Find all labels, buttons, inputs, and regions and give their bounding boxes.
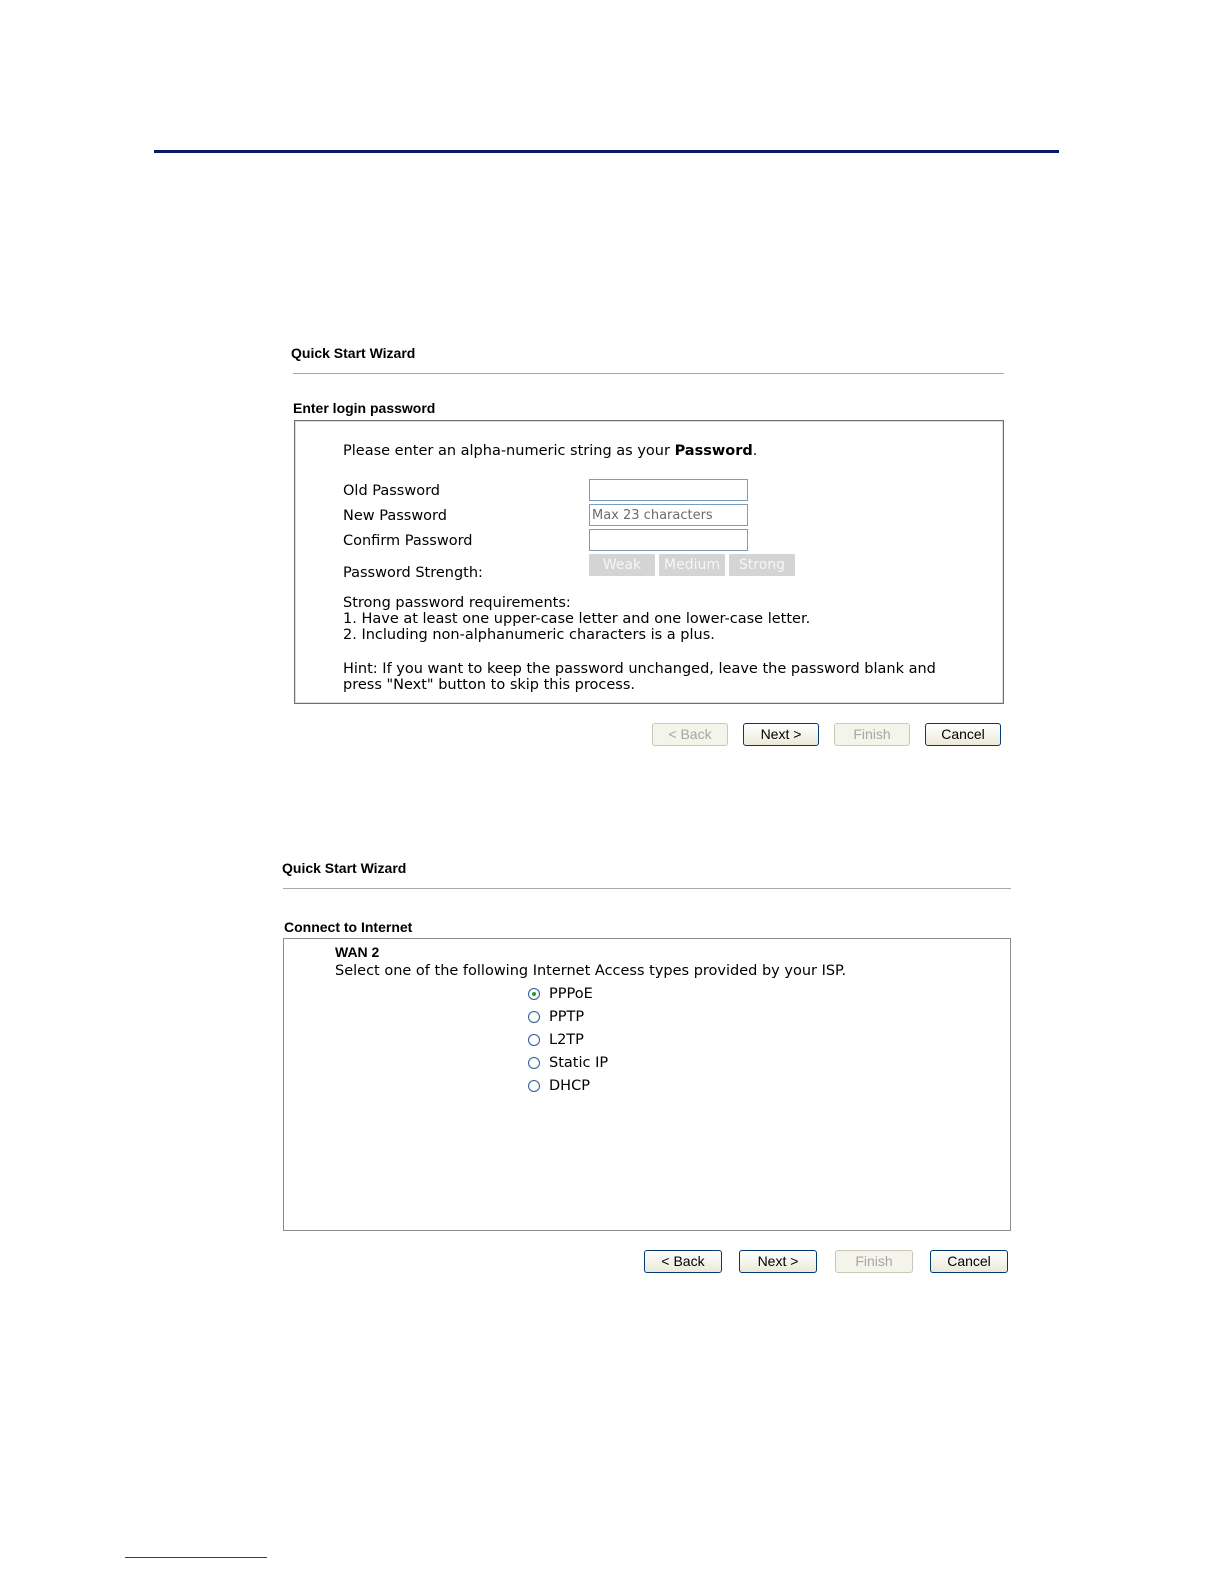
requirement-1: 1. Have at least one upper-case letter and one lower-case letter. bbox=[343, 611, 811, 627]
password-strength-label: Password Strength: bbox=[343, 565, 483, 581]
option-label: Static IP bbox=[549, 1054, 609, 1071]
radio-pptp[interactable] bbox=[528, 1011, 540, 1023]
section-title: Enter login password bbox=[293, 400, 436, 416]
footer-rule bbox=[125, 1557, 267, 1558]
strength-medium: Medium bbox=[659, 554, 725, 576]
password-intro bbox=[343, 443, 757, 459]
next-button[interactable]: Next > bbox=[739, 1250, 817, 1273]
new-password-field[interactable] bbox=[589, 504, 748, 526]
confirm-password-field[interactable] bbox=[589, 529, 748, 551]
wan-label: WAN 2 bbox=[335, 944, 380, 960]
old-password-field[interactable] bbox=[589, 479, 748, 501]
old-password-label: Old Password bbox=[343, 483, 440, 499]
option-label: L2TP bbox=[549, 1031, 584, 1048]
section-title: Connect to Internet bbox=[284, 919, 413, 935]
cancel-button[interactable]: Cancel bbox=[925, 723, 1001, 746]
hint-line-2: press "Next" button to skip this process. bbox=[343, 677, 636, 693]
hint-line-1: Hint: If you want to keep the password unchanged, leave the password blank and bbox=[343, 661, 936, 677]
option-static-ip[interactable] bbox=[528, 1051, 608, 1074]
requirement-2: 2. Including non-alphanumeric characters is a plus. bbox=[343, 627, 715, 643]
radio-pppoe[interactable] bbox=[528, 988, 540, 1000]
option-l2tp[interactable] bbox=[528, 1028, 608, 1051]
next-button[interactable]: Next > bbox=[743, 723, 819, 746]
connection-panel bbox=[283, 938, 1011, 1231]
wizard-title: Quick Start Wizard bbox=[282, 860, 407, 876]
access-type-options bbox=[528, 982, 608, 1097]
confirm-password-label: Confirm Password bbox=[343, 533, 473, 549]
finish-button[interactable]: Finish bbox=[834, 723, 910, 746]
radio-l2tp[interactable] bbox=[528, 1034, 540, 1046]
intro-bold-text: Password bbox=[674, 443, 753, 459]
radio-dhcp[interactable] bbox=[528, 1080, 540, 1092]
intro-text: Please enter an alpha-numeric string as your bbox=[343, 443, 675, 459]
password-strength-meter bbox=[589, 554, 795, 576]
back-button[interactable]: < Back bbox=[652, 723, 728, 746]
cancel-button[interactable]: Cancel bbox=[930, 1250, 1008, 1273]
option-label: PPPoE bbox=[549, 985, 593, 1002]
wizard-title: Quick Start Wizard bbox=[291, 345, 416, 361]
strength-weak: Weak bbox=[589, 554, 655, 576]
radio-static-ip[interactable] bbox=[528, 1057, 540, 1069]
title-divider bbox=[293, 373, 1004, 374]
back-button[interactable]: < Back bbox=[644, 1250, 722, 1273]
option-pptp[interactable] bbox=[528, 1005, 608, 1028]
option-label: PPTP bbox=[549, 1008, 585, 1025]
strength-strong: Strong bbox=[729, 554, 795, 576]
option-label: DHCP bbox=[549, 1077, 590, 1094]
option-pppoe[interactable] bbox=[528, 982, 608, 1005]
new-password-label: New Password bbox=[343, 508, 447, 524]
access-type-instruction: Select one of the following Internet Access types provided by your ISP. bbox=[335, 963, 847, 979]
finish-button[interactable]: Finish bbox=[835, 1250, 913, 1273]
option-dhcp[interactable] bbox=[528, 1074, 608, 1097]
intro-suffix: . bbox=[752, 443, 758, 459]
requirements-title: Strong password requirements: bbox=[343, 595, 571, 611]
title-divider bbox=[283, 888, 1011, 889]
page-header-rule bbox=[154, 150, 1059, 153]
password-panel bbox=[294, 420, 1004, 704]
